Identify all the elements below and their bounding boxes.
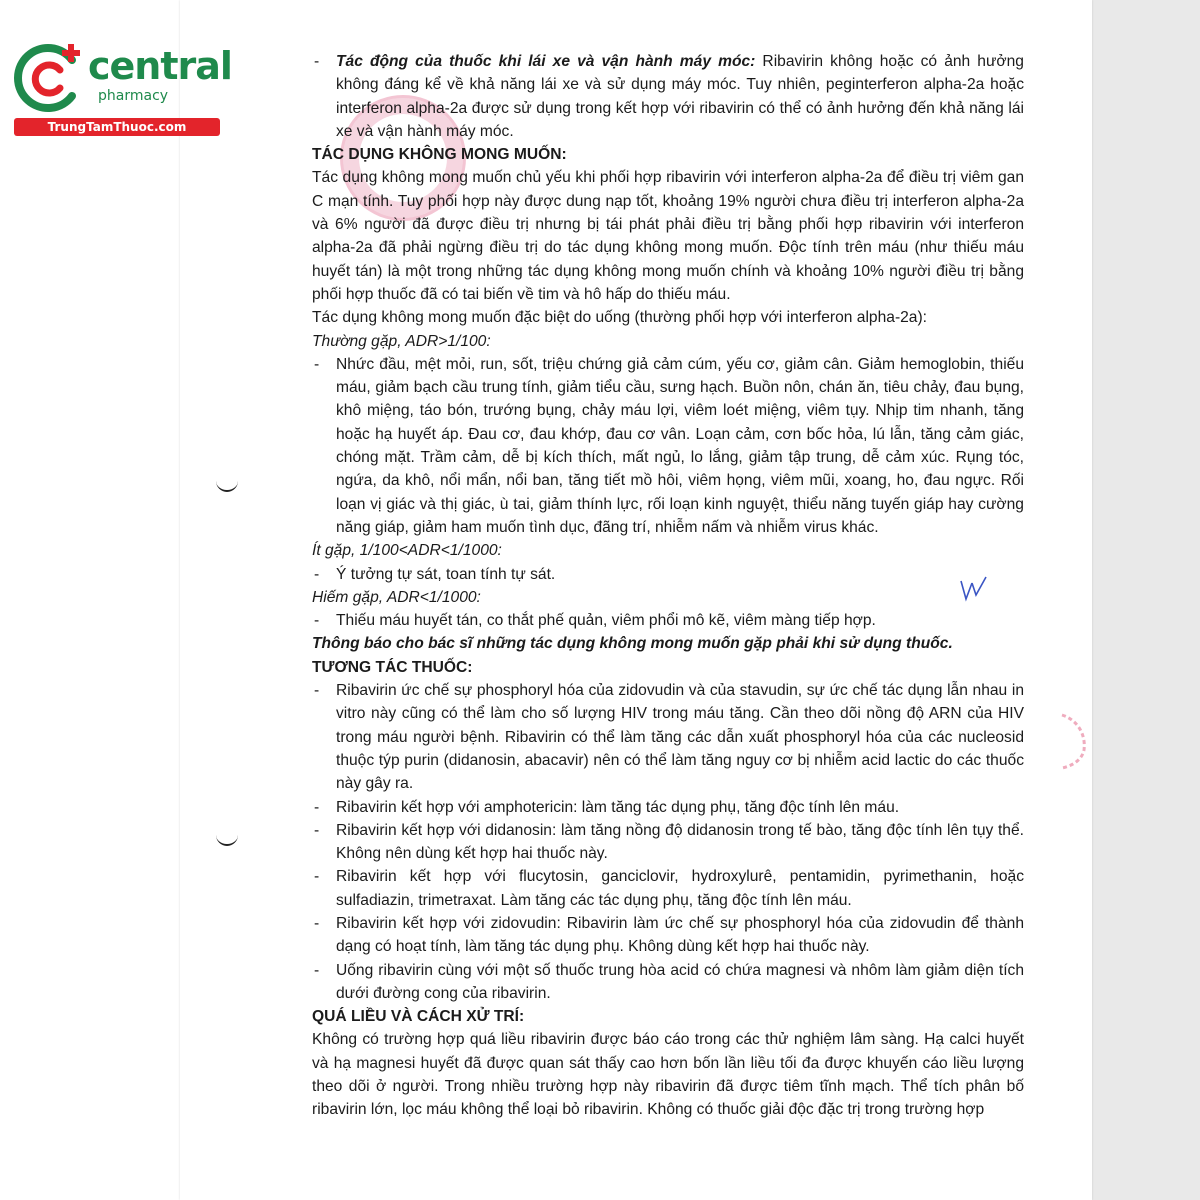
- edge-stamp-mark: [1060, 710, 1090, 770]
- adr-heading: TÁC DỤNG KHÔNG MONG MUỐN:: [312, 146, 567, 164]
- rare-label: Hiếm gặp, ADR<1/1000:: [312, 588, 481, 606]
- logo-subtitle: pharmacy: [98, 88, 169, 104]
- common-text: - Nhức đầu, mệt mỏi, run, sốt, triệu chứng giả cảm cúm, yếu cơ, giảm cân. Giảm hemoglobin, thiếu máu, giảm bạch cầu trung tính, giảm tiểu cầu, sưng hạch. Buồn nôn, chán ăn, tiêu chảy, đau bụng, khô miệng, táo bón, trướng bụng, chảy máu lợi, viêm loét miệng, viêm tụy. Nhịp tim nhanh, tăng hoặc hạ huyết áp. Đau cơ, đau khớp, đau cơ vân. Loạn cảm, cơn bốc hỏa, lú lẫn, tăng cảm giác, chóng mặt. Trầm cảm, dễ bị kích thích, mất ngủ, lo lắng, giảm tập trung, dễ cảm xúc. Rụng tóc, ngứa, da khô, nổi mẩn, nổi ban, tăng tiết mồ hôi, viêm họng, viêm mũi, xoang, ho, đau ngực. Rối loạn vị giác và thị giác, ù tai, giảm thính lực, rối loạn kinh nguyệt, thiểu năng tuyến giáp hay cường năng giáp, giảm ham muốn tình dục, đãng trí, nhiễm nấm và nhiễm virus khác.: [312, 353, 1024, 539]
- document-body: [312, 50, 1024, 1122]
- interaction-item: - Uống ribavirin cùng với một số thuốc trung hòa acid có chứa magnesi và nhôm làm giảm diện tích dưới đường cong của ribavirin.: [312, 959, 1024, 1006]
- notify-doctor: Thông báo cho bác sĩ những tác dụng không mong muốn gặp phải khi sử dụng thuốc.: [312, 635, 953, 653]
- interaction-item: - Ribavirin ức chế sự phosphoryl hóa của zidovudin và của stavudin, sự ức chế tác dụng lẫn nhau in vitro này cũng có thể làm cho số lượng HIV trong máu tăng. Cần theo dõi nồng độ ARN của HIV trong máu người bệnh. Ribavirin có thể làm tăng các dẫn xuất phosphoryl hóa của các nucleosid thuộc týp purin (didanosin, abacavir) nên có thể làm tăng nguy cơ bị nhiễm acid lactic do các thuốc này gây ra.: [312, 679, 1024, 795]
- driving-title: Tác động của thuốc khi lái xe và vận hành máy móc:: [336, 53, 756, 70]
- left-margin: [0, 0, 180, 1200]
- driving-text: Ribavirin không hoặc có ảnh hưởng không đáng kể về khả năng lái xe và sử dụng máy móc. Tuy nhiên, peginterferon alpha-2a hoặc interferon alpha-2a được sử dụng trong kết hợp với ribavirin có thể có ảnh hưởng đến khả năng lái xe và vận hành máy móc.: [336, 53, 1024, 140]
- overdose-heading: QUÁ LIỀU VÀ CÁCH XỬ TRÍ:: [312, 1008, 525, 1026]
- interaction-item: - Ribavirin kết hợp với flucytosin, ganciclovir, hydroxylurê, pentamidin, pyrimethanin, hoặc sulfadiazin, trimetraxat. Làm tăng các tác dụng phụ, tăng độc tính lên máu.: [312, 865, 1024, 912]
- uncommon-label: Ít gặp, 1/100<ADR<1/1000:: [312, 542, 502, 560]
- uncommon-text: - Ý tưởng tự sát, toan tính tự sát.: [312, 563, 1024, 586]
- common-label: Thường gặp, ADR>1/100:: [312, 332, 491, 350]
- interaction-item: - Ribavirin kết hợp với zidovudin: Ribavirin làm ức chế sự phosphoryl hóa của zidovudin để thành dạng có hoạt tính, làm tăng tác dụng phụ. Không dùng kết hợp hai thuốc này.: [312, 912, 1024, 959]
- rare-text: - Thiếu máu huyết tán, co thắt phế quản, viêm phổi mô kẽ, viêm màng tiếp hợp.: [312, 609, 1024, 632]
- overdose-text: Không có trường hợp quá liều ribavirin được báo cáo trong các thử nghiệm lâm sàng. Hạ calci huyết và hạ magnesi huyết đã được quan sát thấy cao hơn bốn lần liều tối đa được khuyến cáo liều lượng theo dõi ở người. Trong nhiều trường hợp này ribavirin đã được tiêm tĩnh mạch. Thể tích phân bố ribavirin lớn, lọc máu không thể loại bỏ ribavirin. Không có thuốc giải độc đặc trị trong trường hợp: [312, 1031, 1024, 1119]
- interaction-item: - Ribavirin kết hợp với didanosin: làm tăng nồng độ didanosin trong tế bào, tăng độc tính lên tụy thể. Không nên dùng kết hợp hai thuốc này.: [312, 819, 1024, 866]
- interaction-item: - Ribavirin kết hợp với amphotericin: làm tăng tác dụng phụ, tăng độc tính lên máu.: [312, 796, 1024, 819]
- adr-intro: Tác dụng không mong muốn chủ yếu khi phối hợp ribavirin với interferon alpha-2a để điều trị viêm gan C mạn tính. Tuy phối hợp này được dung nạp tốt, khoảng 19% người chưa điều trị interferon alpha-2a và 6% người đã được điều trị nhưng bị tái phát phải điều trị bằng phối hợp ribavirin với interferon alpha-2a đã phải ngừng điều trị do tác dụng không mong muốn. Độc tính trên máu (như thiếu máu huyết tán) là một trong những tác dụng không mong muốn chính và khoảng 10% người điều trị bằng phối hợp thuốc đã có tai biến về tim và hô hấp do thiếu máu.: [312, 169, 1024, 303]
- logo-brand: central: [88, 44, 232, 88]
- pharmacy-logo[interactable]: [10, 38, 232, 138]
- interaction-heading: TƯƠNG TÁC THUỐC:: [312, 658, 473, 676]
- adr-oral: Tác dụng không mong muốn đặc biệt do uống (thường phối hợp với interferon alpha-2a):: [312, 309, 928, 327]
- driving-bullet: [312, 50, 1024, 143]
- central-pharmacy-logo-icon: [10, 38, 90, 118]
- logo-site-banner[interactable]: TrungTamThuoc.com: [14, 118, 220, 136]
